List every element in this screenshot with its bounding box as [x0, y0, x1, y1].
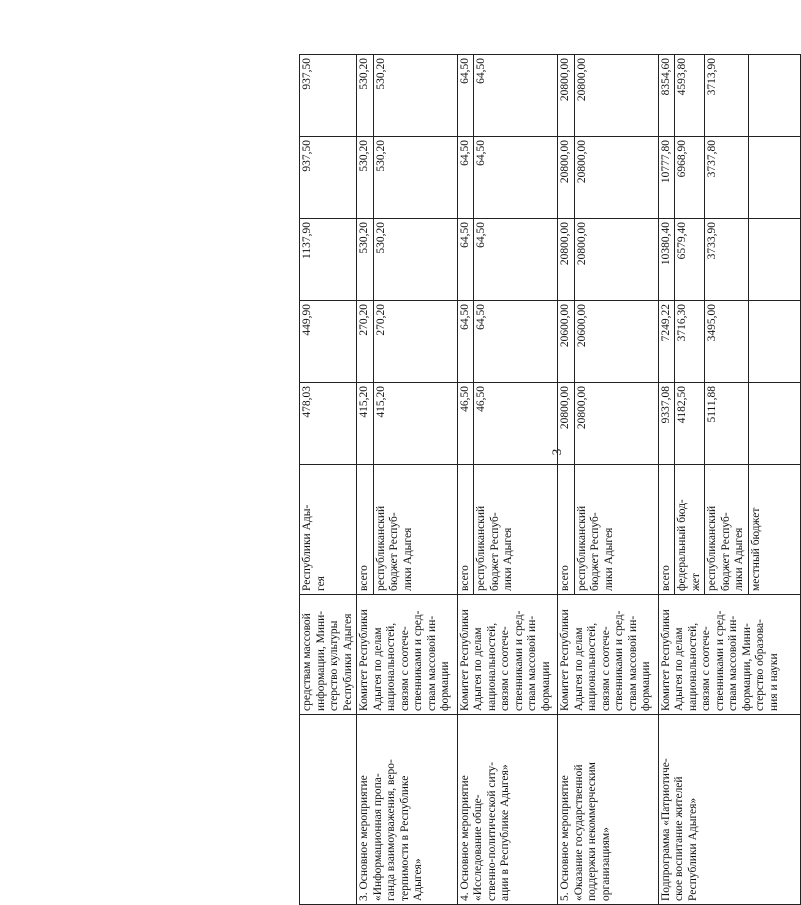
value-cell: 530,20 [373, 219, 457, 301]
value-cell: 20800,00 [574, 219, 658, 301]
value-cell [748, 301, 800, 383]
table-row [558, 55, 575, 905]
funding-source-cell: республиканский бюджет Респуб- лики Адыгея [373, 465, 457, 595]
value-cell: 3737,80 [705, 137, 749, 219]
funding-source-cell: Республики Ады- гея [300, 465, 357, 595]
executor-cell: Комитет Республики Адыгея по делам национальностей, связям с соотече- ственниками и сред- ствам массовой ин- формации [357, 595, 458, 715]
value-cell: 7249,22 [658, 301, 675, 383]
value-cell: 46,50 [457, 383, 474, 465]
measure-name-cell [300, 715, 357, 905]
measure-name-cell: 4. Основное мероприятие «Исследование обще- ственно-политической ситу- ации в Республике Адыгея» [457, 715, 558, 905]
value-cell: 64,50 [457, 301, 474, 383]
budget-table-container [299, 55, 789, 905]
measure-name-cell: Подпрограмма «Патриотиче- ское воспитание жителей Республики Адыгея» [658, 715, 800, 905]
funding-source-cell: всего [357, 465, 374, 595]
value-cell: 6579,40 [675, 219, 705, 301]
value-cell: 64,50 [457, 219, 474, 301]
executor-cell: Комитет Республики Адыгея по делам национальностей, связям с соотече- ственниками и сред- ствам массовой ин- формации, Мини- стерство образова- ния и науки [658, 595, 800, 715]
value-cell: 4182,50 [675, 383, 705, 465]
value-cell: 20600,00 [558, 301, 575, 383]
value-cell: 530,20 [357, 137, 374, 219]
value-cell: 20800,00 [574, 383, 658, 465]
funding-source-cell: всего [558, 465, 575, 595]
funding-source-cell: всего [658, 465, 675, 595]
table-row [300, 55, 357, 905]
value-cell: 64,50 [474, 219, 558, 301]
table-row [658, 55, 675, 905]
value-cell: 10777,80 [658, 137, 675, 219]
funding-source-cell: местный бюджет [748, 465, 800, 595]
value-cell: 20600,00 [574, 301, 658, 383]
value-cell: 3495,00 [705, 301, 749, 383]
value-cell [748, 219, 800, 301]
value-cell: 415,20 [357, 383, 374, 465]
value-cell: 449,90 [300, 301, 357, 383]
value-cell: 937,50 [300, 137, 357, 219]
value-cell: 270,20 [373, 301, 457, 383]
value-cell: 20800,00 [558, 55, 575, 137]
value-cell: 9337,08 [658, 383, 675, 465]
funding-source-cell: всего [457, 465, 474, 595]
value-cell: 20800,00 [574, 55, 658, 137]
value-cell: 270,20 [357, 301, 374, 383]
value-cell: 6968,90 [675, 137, 705, 219]
budget-table [299, 54, 801, 905]
value-cell [748, 55, 800, 137]
value-cell: 64,50 [457, 137, 474, 219]
value-cell: 478,03 [300, 383, 357, 465]
funding-source-cell: республиканский бюджет Респуб- лики Адыгея [705, 465, 749, 595]
page-number: 3 [549, 448, 564, 456]
value-cell: 20800,00 [558, 383, 575, 465]
value-cell: 3733,90 [705, 219, 749, 301]
executor-cell: Комитет Республики Адыгея по делам национальностей, связям с соотече- ственниками и сред- ствам массовой ин- формации [558, 595, 659, 715]
value-cell: 20800,00 [558, 219, 575, 301]
value-cell: 64,50 [474, 137, 558, 219]
executor-cell: Комитет Республики Адыгея по делам национальностей, связям с соотече- ственниками и сред- ствам массовой ин- формации [457, 595, 558, 715]
value-cell: 3716,30 [675, 301, 705, 383]
value-cell: 10380,40 [658, 219, 675, 301]
value-cell: 4593,80 [675, 55, 705, 137]
value-cell: 530,20 [357, 219, 374, 301]
value-cell [748, 137, 800, 219]
value-cell: 64,50 [474, 301, 558, 383]
funding-source-cell: республиканский бюджет Респуб- лики Адыгея [574, 465, 658, 595]
value-cell: 5111,88 [705, 383, 749, 465]
value-cell: 3713,90 [705, 55, 749, 137]
value-cell: 415,20 [373, 383, 457, 465]
value-cell: 8354,60 [658, 55, 675, 137]
value-cell: 530,20 [373, 55, 457, 137]
value-cell: 46,50 [474, 383, 558, 465]
budget-table-body [300, 55, 801, 905]
value-cell: 937,50 [300, 55, 357, 137]
value-cell [748, 383, 800, 465]
value-cell: 20800,00 [574, 137, 658, 219]
value-cell: 20800,00 [558, 137, 575, 219]
value-cell: 1137,90 [300, 219, 357, 301]
value-cell: 64,50 [457, 55, 474, 137]
table-row [457, 55, 474, 905]
value-cell: 530,20 [357, 55, 374, 137]
measure-name-cell: 5. Основное мероприятие «Оказание государственной поддержки некоммерческим организациям» [558, 715, 659, 905]
funding-source-cell: республиканский бюджет Респуб- лики Адыгея [474, 465, 558, 595]
funding-source-cell: федеральный бюд- жет [675, 465, 705, 595]
executor-cell: средствам массовой информации, Мини- стерство культуры Республики Адыгея [300, 595, 357, 715]
measure-name-cell: 3. Основное мероприятие «Информационная пропа- ганда взаимоуважения, веро- терпимости в Республике Адыгея» [357, 715, 458, 905]
value-cell: 64,50 [474, 55, 558, 137]
value-cell: 530,20 [373, 137, 457, 219]
table-row [357, 55, 374, 905]
